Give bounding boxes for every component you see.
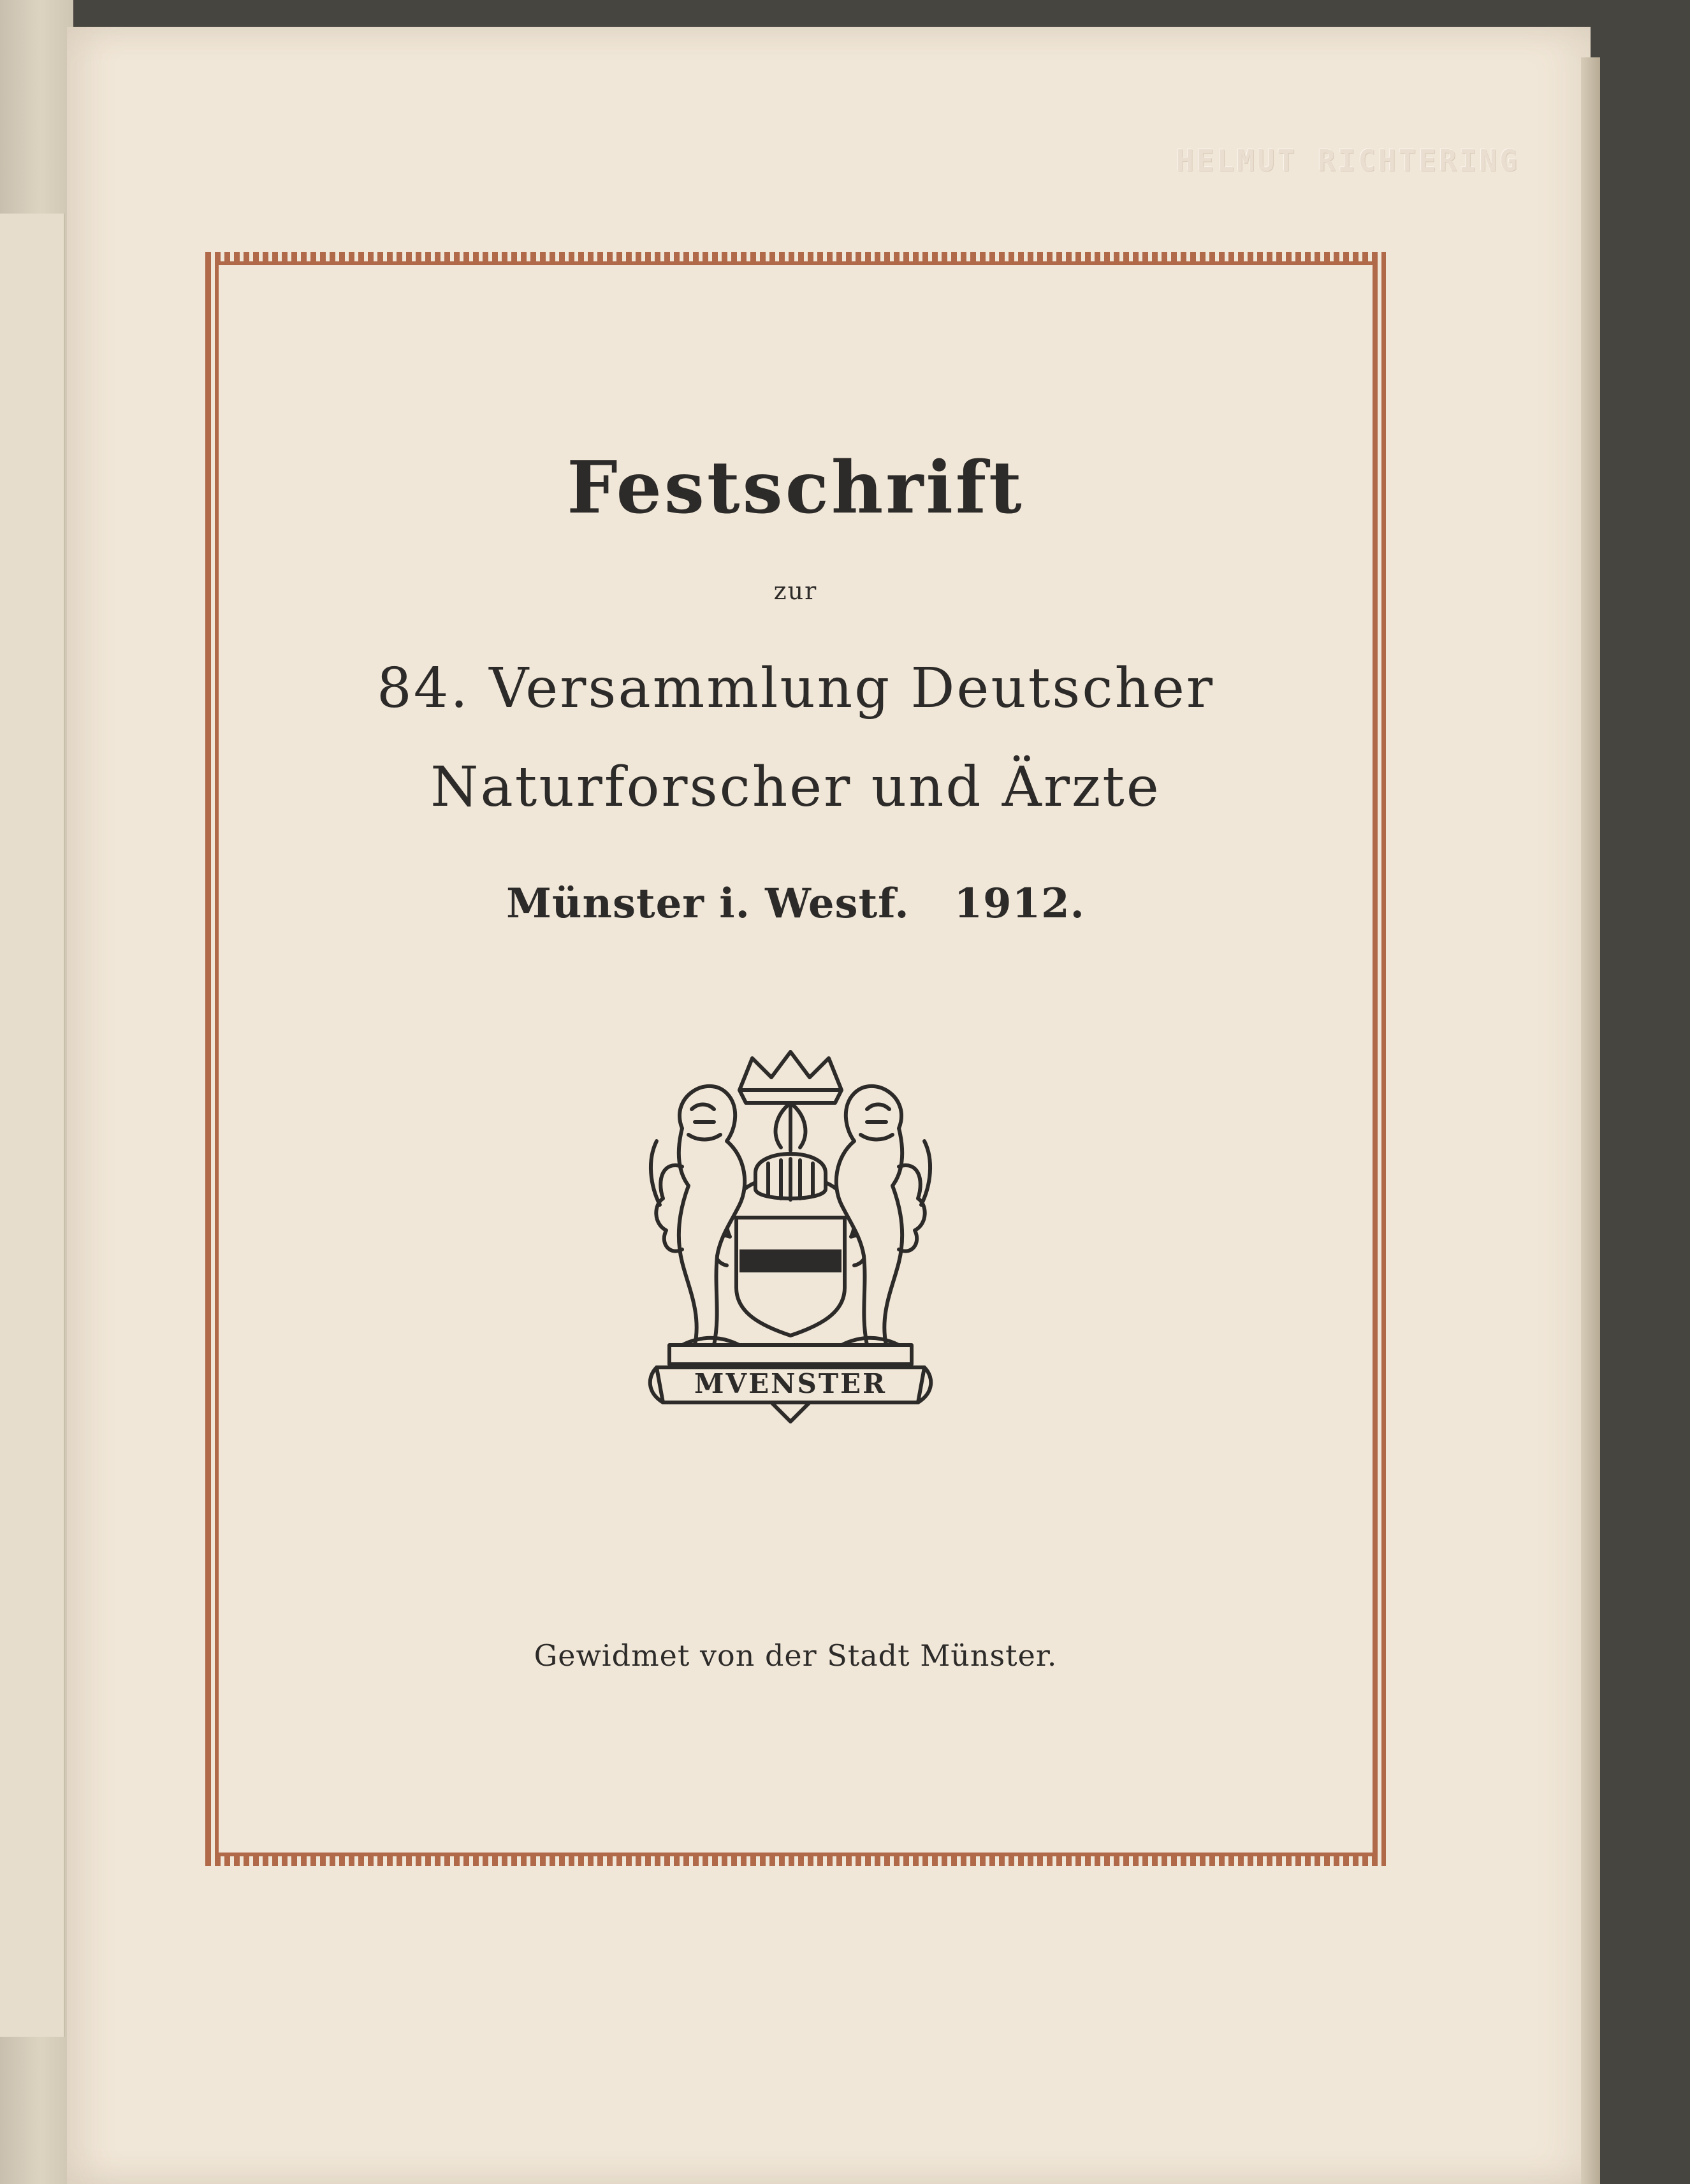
previous-leaf-paper [0,214,65,2037]
ownership-blind-stamp: HELMUT RICHTERING [1176,143,1520,178]
event-name-line-2: Naturforscher und Ärzte [430,755,1161,819]
event-name-line-1: 84. Versammlung Deutscher [377,657,1214,720]
dedication-line: Gewidmet von der Stadt Münster. [534,1638,1058,1673]
page-block-edge [1581,57,1600,2184]
muenster-coat-of-arms-icon [644,1045,937,1428]
place-and-year: Münster i. Westf. 1912. [506,880,1085,928]
title-preposition: zur [773,577,818,605]
book-title: Festschrift [567,446,1024,530]
crest-banner-text: MVENSTER [694,1368,887,1399]
